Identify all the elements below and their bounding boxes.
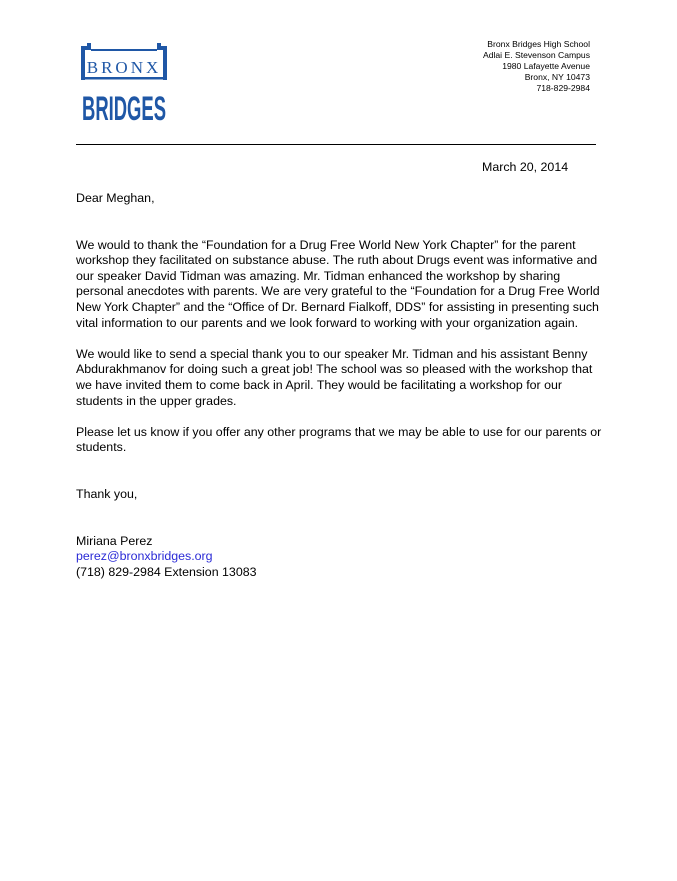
signature-name: Miriana Perez bbox=[76, 533, 153, 548]
letter-closing: Thank you, bbox=[76, 486, 138, 501]
signature-email-link[interactable]: perez@bronxbridges.org bbox=[76, 549, 213, 564]
signature-phone: (718) 829-2984 Extension 13083 bbox=[76, 564, 257, 579]
letter-date: March 20, 2014 bbox=[482, 160, 569, 174]
school-address-block bbox=[483, 39, 590, 94]
letter-body bbox=[76, 191, 604, 580]
address-school-name: Bronx Bridges High School bbox=[487, 39, 590, 49]
address-campus: Adlai E. Stevenson Campus bbox=[482, 50, 590, 60]
address-city: Bronx, NY 10473 bbox=[524, 72, 590, 82]
header-divider bbox=[76, 144, 596, 145]
bronx-bridges-logo bbox=[81, 40, 167, 128]
letter-paragraph-3: Please let us know if you offer any other programs that we may be able to use for our parents or students. bbox=[76, 424, 602, 455]
letter-paragraph-2: We would like to send a special thank you to our speaker Mr. Tidman and his assistant Benny Abdurakhmanov for doing such a great job! The school was so pleased with the workshop that we have invited them to come back in April. They would be facilitating a workshop for our students in the upper grades. bbox=[76, 346, 593, 408]
letter-paragraph-1: We would to thank the “Foundation for a Drug Free World New York Chapter” for the parent workshop they facilitated on substance abuse. The ruth about Drugs event was informative and our speaker David Tidman was amazing. Mr. Tidman enhanced the workshop by sharing personal anecdotes with parents. We are very grateful to the “Foundation for a Drug Free World New York Chapter” and the “Office of Dr. Bernard Fialkoff, DDS” for assisting in presenting such vital information to our parents and we look forward to working with your organization again. bbox=[76, 237, 600, 330]
address-phone: 718-829-2984 bbox=[536, 83, 590, 93]
logo-line1: BRONX bbox=[86, 58, 162, 77]
signature-block bbox=[76, 534, 604, 581]
address-street: 1980 Lafayette Avenue bbox=[502, 61, 590, 71]
letter-greeting: Dear Meghan, bbox=[76, 191, 155, 205]
logo-line2: BRIDGES bbox=[82, 90, 166, 128]
